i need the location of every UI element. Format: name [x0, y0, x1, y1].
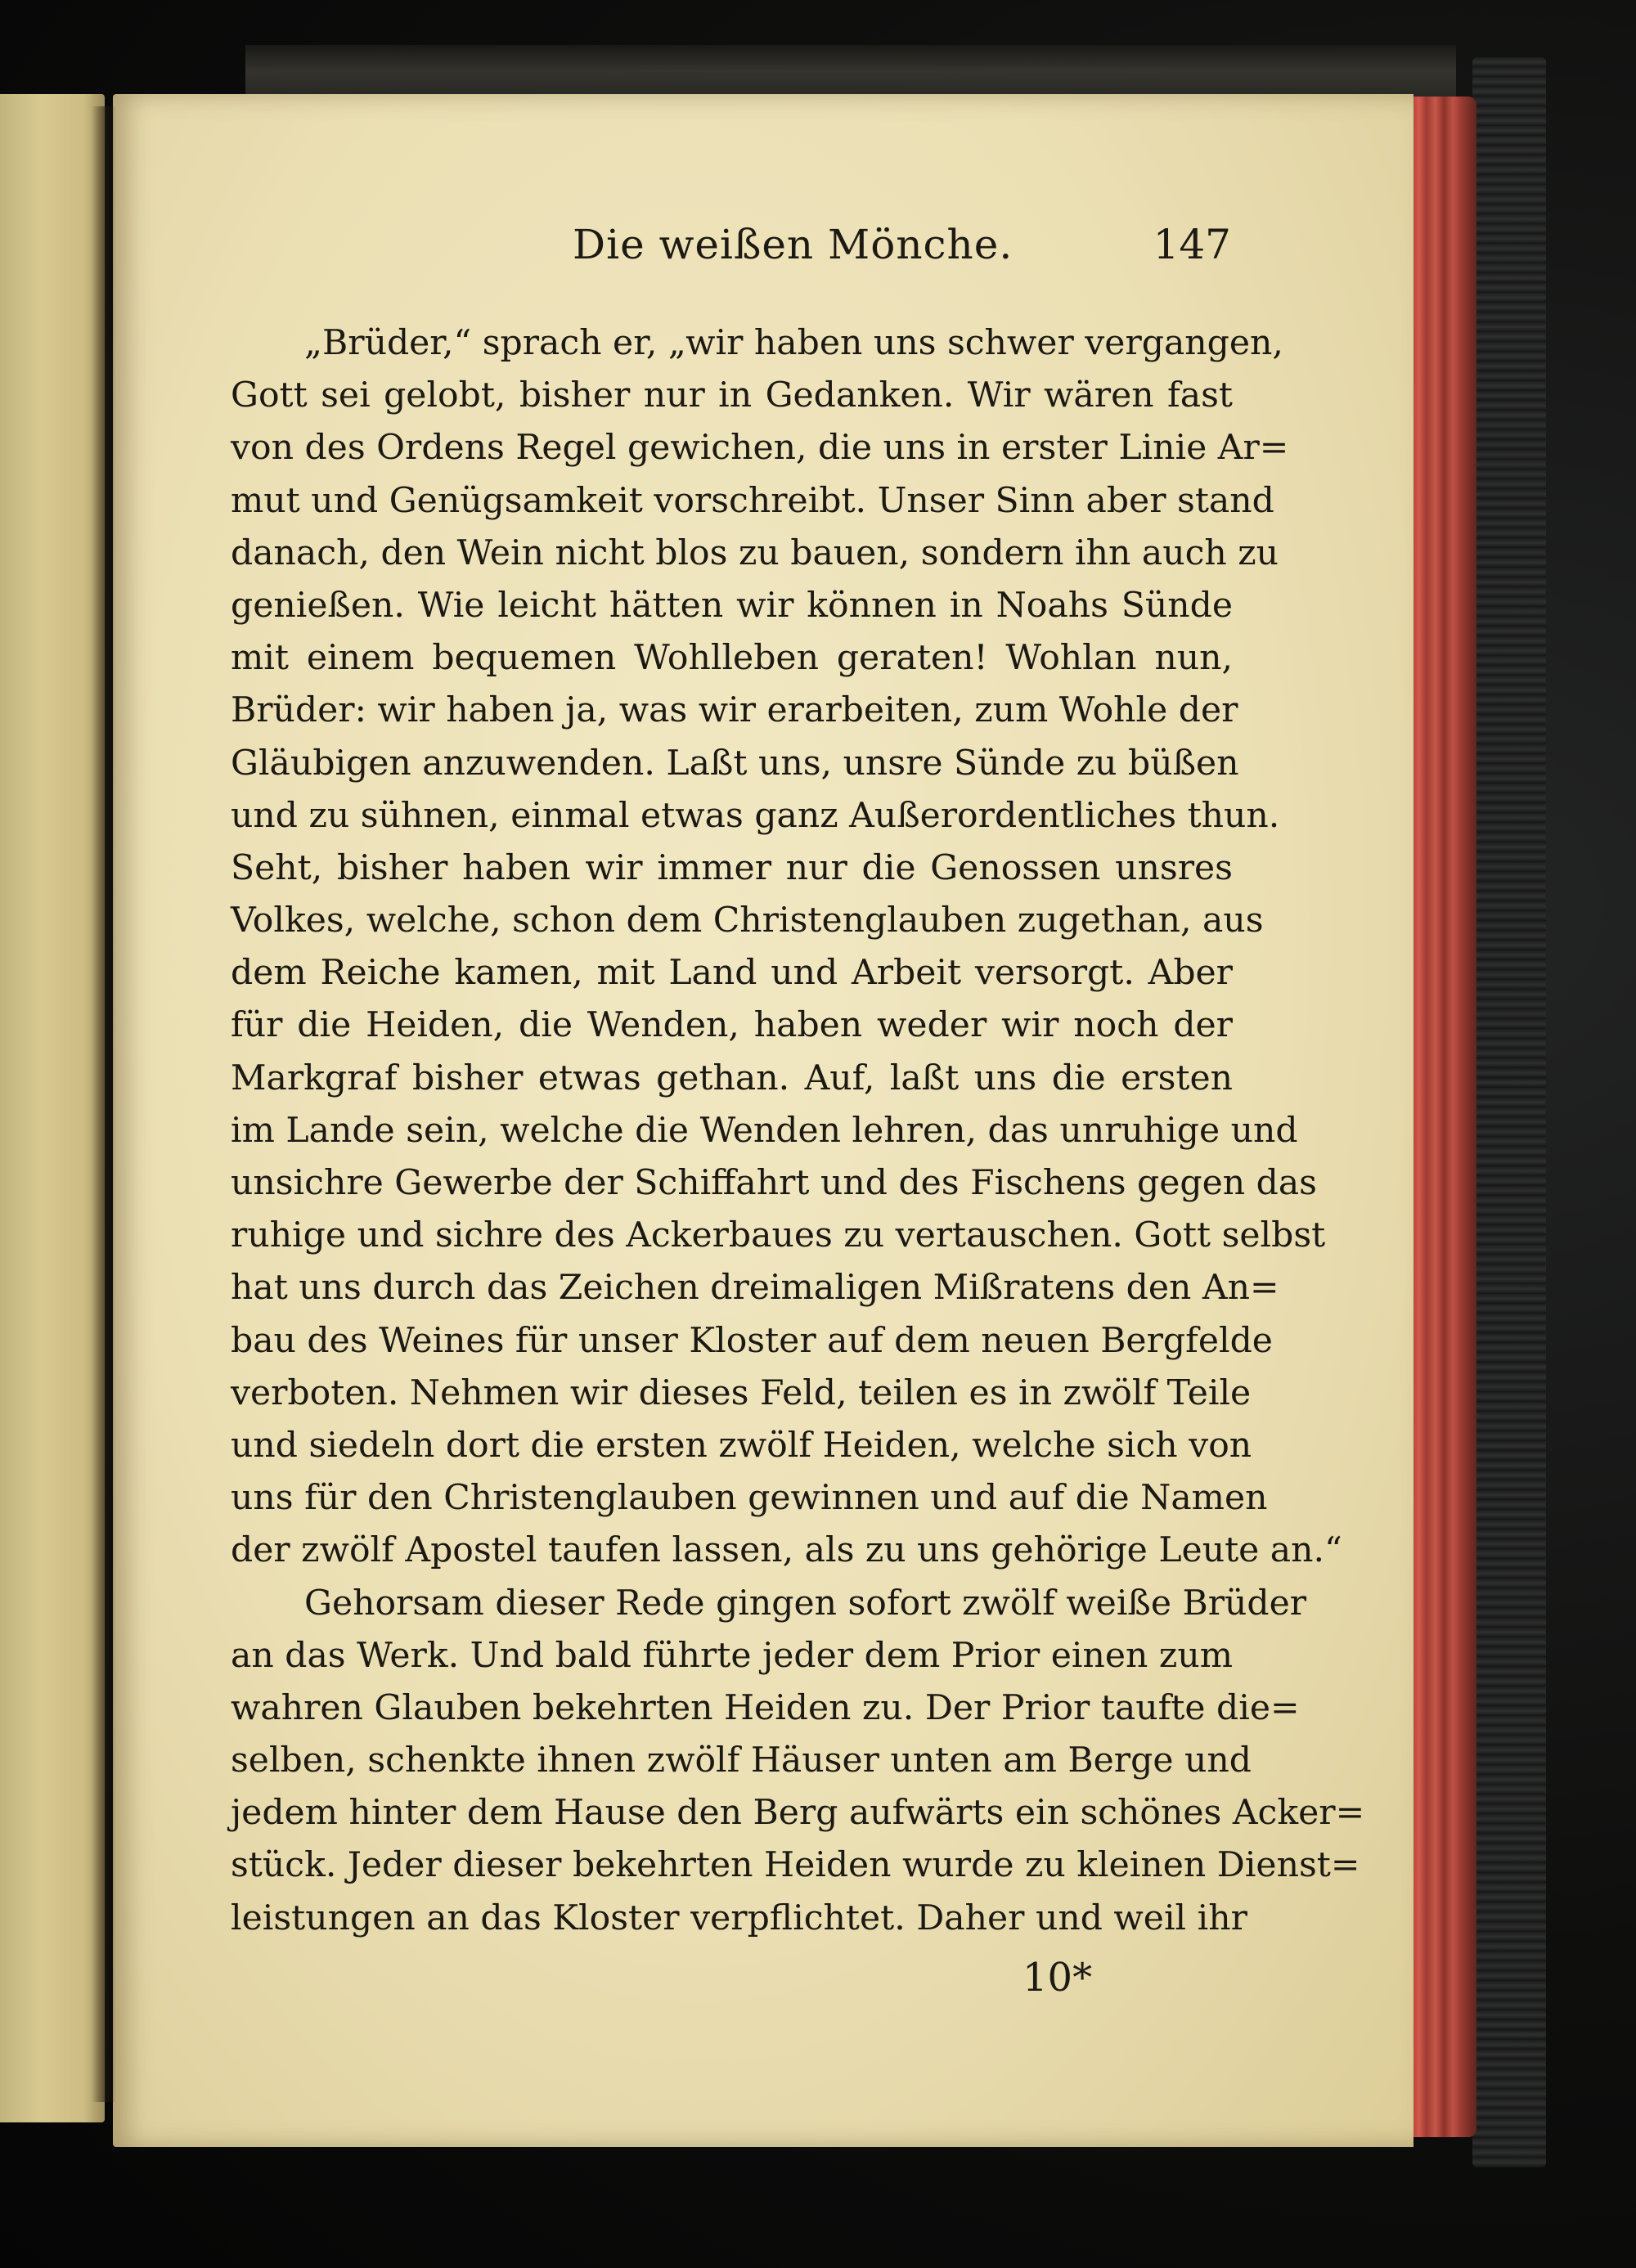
- page-header: [229, 221, 1231, 278]
- text-line: der zwölf Apostel taufen lassen, als zu uns gehörige Leute an.“: [231, 1530, 1342, 1571]
- body-text: [231, 317, 1365, 1945]
- page-number: 147: [1153, 221, 1231, 268]
- text-line: von des Ordens Regel gewichen, die uns in erster Linie Ar=: [231, 428, 1289, 469]
- text-line: und zu sühnen, einmal etwas ganz Außerordentliches thun.: [231, 795, 1280, 836]
- text-line: ruhige und sichre des Ackerbaues zu vertauschen. Gott selbst: [231, 1215, 1326, 1256]
- text-line: wahren Glauben bekehrten Heiden zu. Der Prior taufte die=: [231, 1687, 1300, 1728]
- text-line: Markgraf bisher etwas gethan. Auf, laßt uns die ersten: [231, 1058, 1233, 1098]
- text-line: im Lande sein, welche die Wenden lehren, das unruhige und: [231, 1110, 1298, 1151]
- text-line: jedem hinter dem Hause den Berg aufwärts ein schönes Acker=: [231, 1793, 1365, 1834]
- text-line: und siedeln dort die ersten zwölf Heiden, welche sich von: [231, 1425, 1252, 1466]
- text-line: Gott sei gelobt, bisher nur in Gedanken. Wir wären fast: [231, 375, 1233, 416]
- text-line: unsichre Gewerbe der Schiffahrt und des Fischens gegen das: [231, 1163, 1317, 1203]
- text-line: verboten. Nehmen wir dieses Feld, teilen es in zwölf Teile: [231, 1372, 1252, 1413]
- signature-mark: 10*: [1022, 1955, 1093, 2001]
- text-line: an das Werk. Und bald führte jeder dem Prior einen zum: [231, 1635, 1233, 1676]
- text-line: mit einem bequemen Wohlleben geraten! Wohlan nun,: [231, 638, 1233, 679]
- text-line: uns für den Christenglauben gewinnen und auf die Namen: [231, 1478, 1268, 1519]
- page-edges: [1403, 97, 1476, 2137]
- text-line: dem Reiche kamen, mit Land und Arbeit versorgt. Aber: [231, 953, 1233, 994]
- text-line: bau des Weines für unser Kloster auf dem neuen Bergfelde: [231, 1320, 1273, 1361]
- running-title: Die weißen Mönche.: [573, 221, 1014, 268]
- text-line: genießen. Wie leicht hätten wir können in Noahs Sünde: [231, 585, 1233, 626]
- text-line: hat uns durch das Zeichen dreimaligen Mißratens den An=: [231, 1268, 1279, 1309]
- text-line: „Brüder,“ sprach er, „wir haben uns schwer vergangen,: [304, 323, 1283, 363]
- text-line: leistungen an das Kloster verpflichtet. Daher und weil ihr: [231, 1897, 1247, 1938]
- text-line: Gläubigen anzuwenden. Laßt uns, unsre Sünde zu büßen: [231, 743, 1239, 784]
- text-line: stück. Jeder dieser bekehrten Heiden wurde zu kleinen Dienst=: [231, 1845, 1360, 1886]
- text-line: Volkes, welche, schon dem Christenglauben zugethan, aus: [231, 900, 1264, 941]
- text-line: Seht, bisher haben wir immer nur die Genossen unsres: [231, 847, 1233, 888]
- book-cover-edge: [1472, 57, 1546, 2167]
- text-line: Gehorsam dieser Rede gingen sofort zwölf weiße Brüder: [304, 1583, 1307, 1624]
- left-page-fragment: [0, 94, 105, 2122]
- text-line: Brüder: wir haben ja, was wir erarbeiten, zum Wohle der: [231, 690, 1238, 731]
- text-line: danach, den Wein nicht blos zu bauen, sondern ihn auch zu: [231, 532, 1279, 573]
- text-line: für die Heiden, die Wenden, haben weder wir noch der: [231, 1005, 1233, 1046]
- text-line: selben, schenkte ihnen zwölf Häuser unten am Berge und: [231, 1740, 1252, 1781]
- text-line: mut und Genügsamkeit vorschreibt. Unser Sinn aber stand: [231, 480, 1274, 521]
- book-gutter: [92, 106, 116, 2102]
